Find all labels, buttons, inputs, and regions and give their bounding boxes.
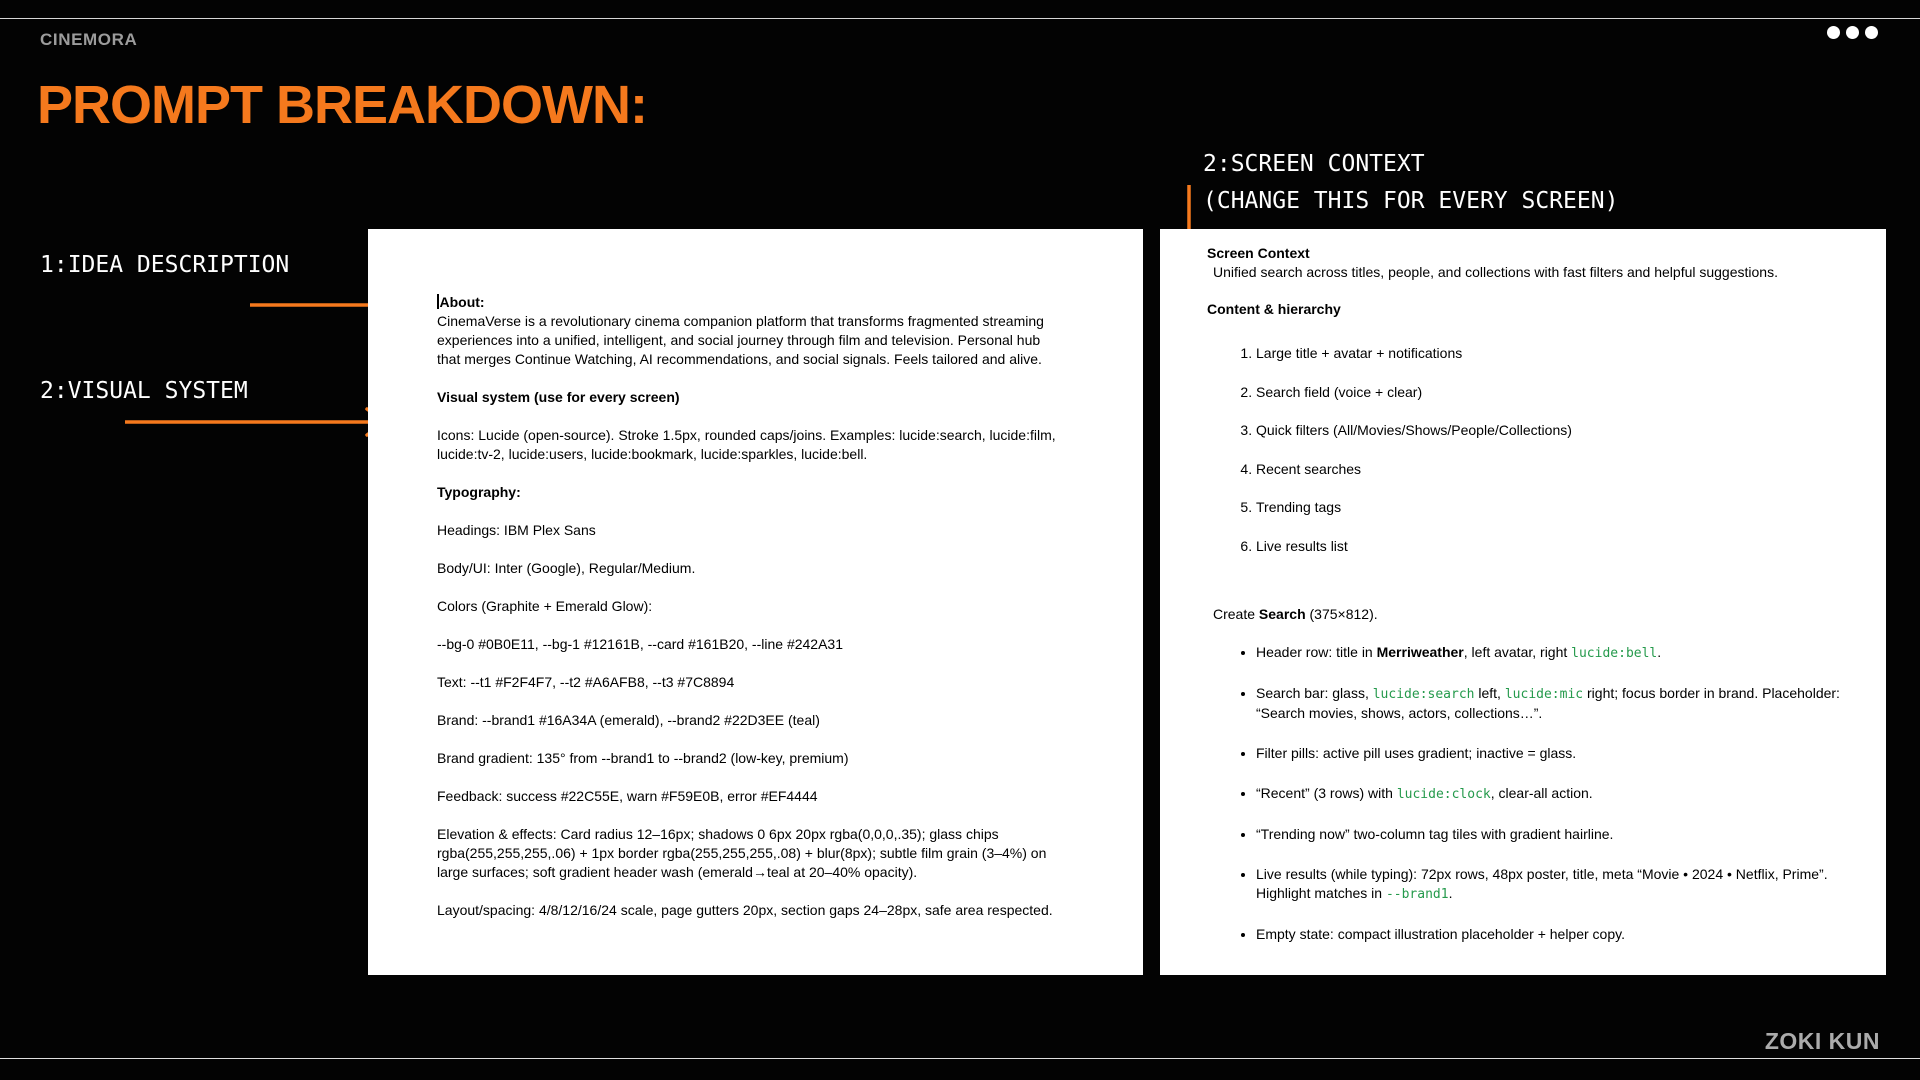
body-ui-line: Body/UI: Inter (Google), Regular/Medium. bbox=[437, 560, 696, 576]
more-options-button[interactable] bbox=[1827, 26, 1878, 39]
screen-context-heading: Screen Context bbox=[1207, 245, 1310, 261]
spec-bullet-list bbox=[1207, 643, 1872, 944]
top-divider bbox=[0, 18, 1920, 19]
list-item: 4. Recent searches bbox=[1256, 460, 1872, 479]
about-body: CinemaVerse is a revolutionary cinema companion platform that transforms fragmented streaming experiences into a unified, intelligent, and social journey through film and television. Personal hub that merges Continue Watching, AI recommendations, and social signals. Feels tailored and alive. bbox=[437, 313, 1044, 367]
screen-context-label bbox=[1203, 146, 1618, 220]
brand-gradient-line: Brand gradient: 135° from --brand1 to --brand2 (low-key, premium) bbox=[437, 750, 849, 766]
visual-system-label: 2:VISUAL SYSTEM bbox=[40, 378, 248, 404]
idea-description-label: 1:IDEA DESCRIPTION bbox=[40, 252, 290, 278]
bottom-divider bbox=[0, 1058, 1920, 1059]
list-item: 6. Live results list bbox=[1256, 537, 1872, 556]
list-item: • Filter pills: active pill uses gradient; inactive = glass. bbox=[1256, 744, 1872, 763]
list-item: • Search bar: glass, lucide:search left, lucide:mic right; focus border in brand. Placeholder: “Search movies, shows, actors, collections…”. bbox=[1256, 684, 1872, 723]
elevation-line: Elevation & effects: Card radius 12–16px; shadows 0 6px 20px rgba(0,0,0,.35); glass chips rgba(255,255,255,.06) + 1px border rgba(255,255,255,.08) + blur(8px); subtle film grain (3–4%) on large surfaces; soft gradient header wash (emerald→teal at 20–40% opacity). bbox=[437, 826, 1047, 880]
text-cursor bbox=[437, 294, 439, 309]
screen-context-document[interactable] bbox=[1160, 229, 1886, 975]
visual-system-heading: Visual system (use for every screen) bbox=[437, 389, 680, 405]
list-item: 5. Trending tags bbox=[1256, 498, 1872, 517]
screen-context-label-line1: 2:SCREEN CONTEXT bbox=[1203, 151, 1425, 177]
text-tokens-line: Text: --t1 #F2F4F7, --t2 #A6AFB8, --t3 #7C8894 bbox=[437, 674, 735, 690]
screen-context-label-line2: (CHANGE THIS FOR EVERY SCREEN) bbox=[1203, 188, 1619, 214]
list-item: • Live results (while typing): 72px rows, 48px poster, title, meta “Movie • 2024 • Netflix, Prime”. Highlight matches in --brand1. bbox=[1256, 865, 1872, 904]
list-item: 1. Large title + avatar + notifications bbox=[1256, 344, 1872, 363]
layout-spacing-line: Layout/spacing: 4/8/12/16/24 scale, page gutters 20px, section gaps 24–28px, safe area respected. bbox=[437, 902, 1053, 918]
create-search-line: Create Search (375×812). bbox=[1213, 605, 1378, 622]
list-item: 3. Quick filters (All/Movies/Shows/People/Collections) bbox=[1256, 421, 1872, 440]
brand-logo: CINEMORA bbox=[40, 30, 138, 49]
icons-line: Icons: Lucide (open-source). Stroke 1.5px, rounded caps/joins. Examples: lucide:search, lucide:film, lucide:tv-2, lucide:users, lucide:bookmark, lucide:sparkles, lucide:bell. bbox=[437, 427, 1056, 462]
list-item: • Empty state: compact illustration placeholder + helper copy. bbox=[1256, 925, 1872, 944]
list-item: • “Trending now” two-column tag tiles with gradient hairline. bbox=[1256, 825, 1872, 844]
brand-tokens-line: Brand: --brand1 #16A34A (emerald), --brand2 #22D3EE (teal) bbox=[437, 712, 820, 728]
dot-icon bbox=[1865, 26, 1878, 39]
list-item: 2. Search field (voice + clear) bbox=[1256, 383, 1872, 402]
idea-visual-document[interactable] bbox=[368, 229, 1143, 975]
feedback-line: Feedback: success #22C55E, warn #F59E0B, error #EF4444 bbox=[437, 788, 818, 804]
list-item: • Header row: title in Merriweather, left avatar, right lucide:bell. bbox=[1256, 643, 1872, 663]
headings-line: Headings: IBM Plex Sans bbox=[437, 522, 596, 538]
colors-line: Colors (Graphite + Emerald Glow): bbox=[437, 598, 653, 614]
bg-tokens-line: --bg-0 #0B0E11, --bg-1 #12161B, --card #161B20, --line #242A31 bbox=[437, 636, 843, 652]
dot-icon bbox=[1827, 26, 1840, 39]
typography-heading: Typography: bbox=[437, 484, 521, 500]
arrow-right-icon bbox=[125, 406, 399, 438]
dot-icon bbox=[1846, 26, 1859, 39]
screen-context-body: Unified search across titles, people, and collections with fast filters and helpful suggestions. bbox=[1213, 264, 1778, 280]
page-title: PROMPT BREAKDOWN: bbox=[37, 75, 647, 135]
list-item: • “Recent” (3 rows) with lucide:clock, clear-all action. bbox=[1256, 784, 1872, 804]
author-credit: ZOKI KUN bbox=[1764, 1028, 1880, 1054]
content-hierarchy-heading: Content & hierarchy bbox=[1207, 301, 1341, 317]
hierarchy-list bbox=[1207, 344, 1872, 556]
about-heading: About: bbox=[437, 293, 1059, 312]
